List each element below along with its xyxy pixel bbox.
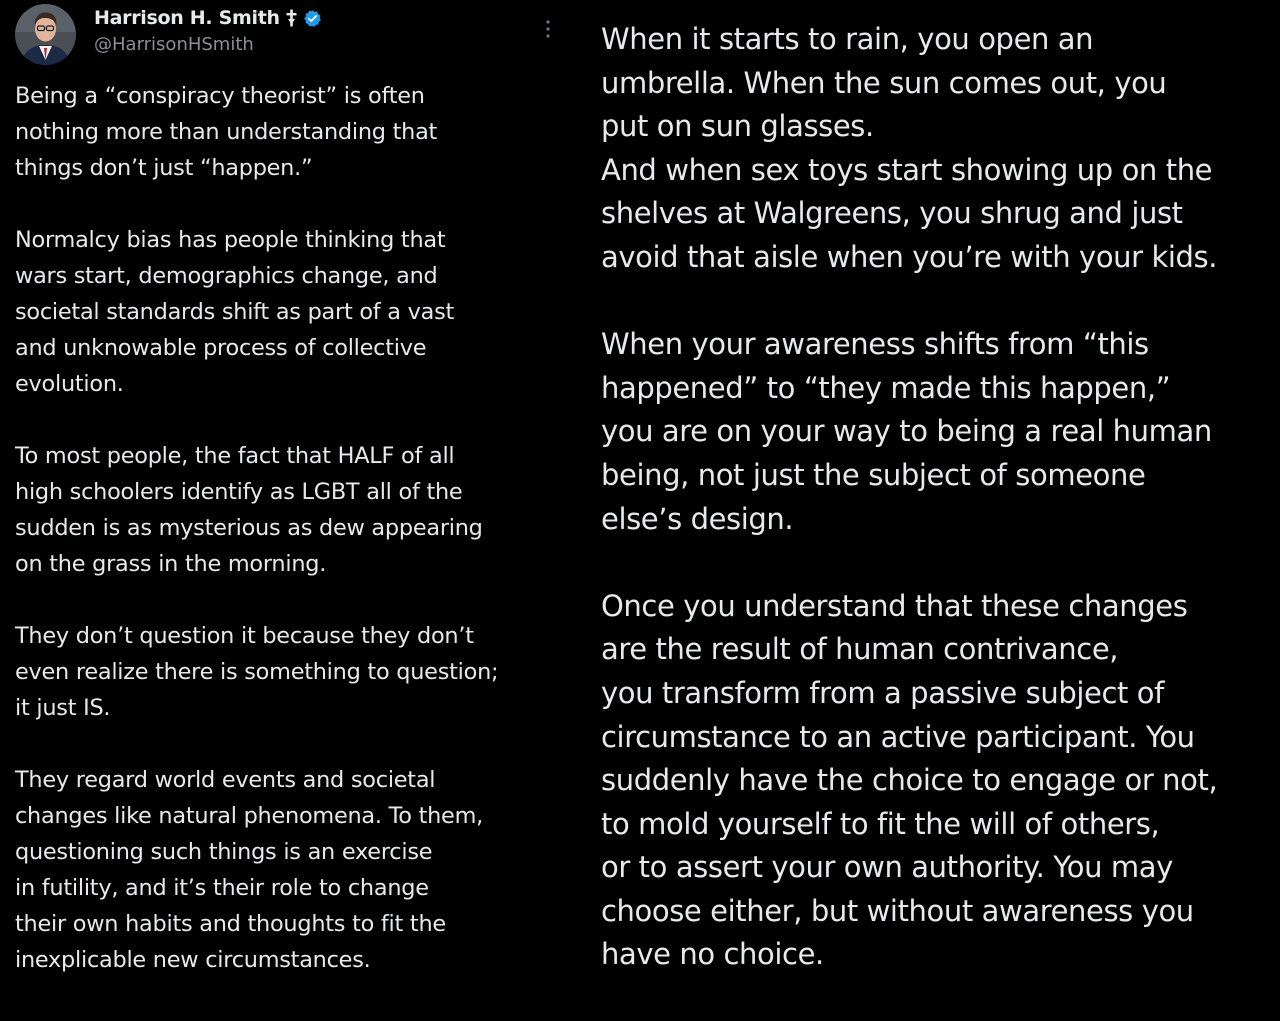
author-handle[interactable]: @HarrisonHSmith bbox=[94, 34, 254, 55]
tweet-panel bbox=[0, 0, 572, 988]
cross-icon bbox=[285, 9, 298, 27]
continuation-paragraph: When it starts to rain, you open an umbrella. When the sun comes out, you put on sun glasses. And when sex toys start showing up on the shelves at Walgreens, you shrug and just avoid that aisle when you’re with your kids. bbox=[601, 22, 1218, 274]
tweet-paragraph: To most people, the fact that HALF of all high schoolers identify as LGBT all of the sudden is as mysterious as dew appearing on the grass in the morning. bbox=[15, 443, 483, 577]
continuation-body bbox=[601, 18, 1279, 1021]
tweet-paragraph: Being a “conspiracy theorist” is often nothing more than understanding that things don’t just “happen.” bbox=[15, 83, 438, 181]
tweet-paragraph: They regard world events and societal changes like natural phenomena. To them, questioning such things is an exercise in futility, and it’s their role to change their own habits and thoughts to fit the inexplicable new circumstances. bbox=[15, 767, 483, 973]
author-display-name[interactable]: Harrison H. Smith bbox=[94, 7, 280, 29]
continuation-paragraph: When your awareness shifts from “this happened” to “they made this happen,” you are on your way to being a real human being, not just the subject of someone else’s design. bbox=[601, 327, 1212, 536]
continuation-paragraph: Once you understand that these changes are the result of human contrivance, you transform from a passive subject of circumstance to an active participant. You suddenly have the choice to engage or not, to mold yourself to fit the will of others, or to assert your own authority. You may choose either, but without awareness you have no choice. bbox=[601, 588, 1218, 972]
tweet-body bbox=[15, 78, 571, 1014]
author-avatar[interactable] bbox=[15, 4, 76, 65]
author-name-row bbox=[94, 7, 322, 29]
continuation-panel bbox=[576, 0, 1280, 988]
verified-badge-icon bbox=[303, 9, 322, 28]
more-vertical-icon[interactable] bbox=[541, 17, 555, 41]
avatar-photo-icon bbox=[15, 4, 76, 65]
tweet-paragraph: Normalcy bias has people thinking that wars start, demographics change, and societal standards shift as part of a vast and unknowable process of collective evolution. bbox=[15, 227, 455, 397]
tweet-paragraph: They don’t question it because they don’t even realize there is something to question; it just IS. bbox=[15, 623, 499, 721]
